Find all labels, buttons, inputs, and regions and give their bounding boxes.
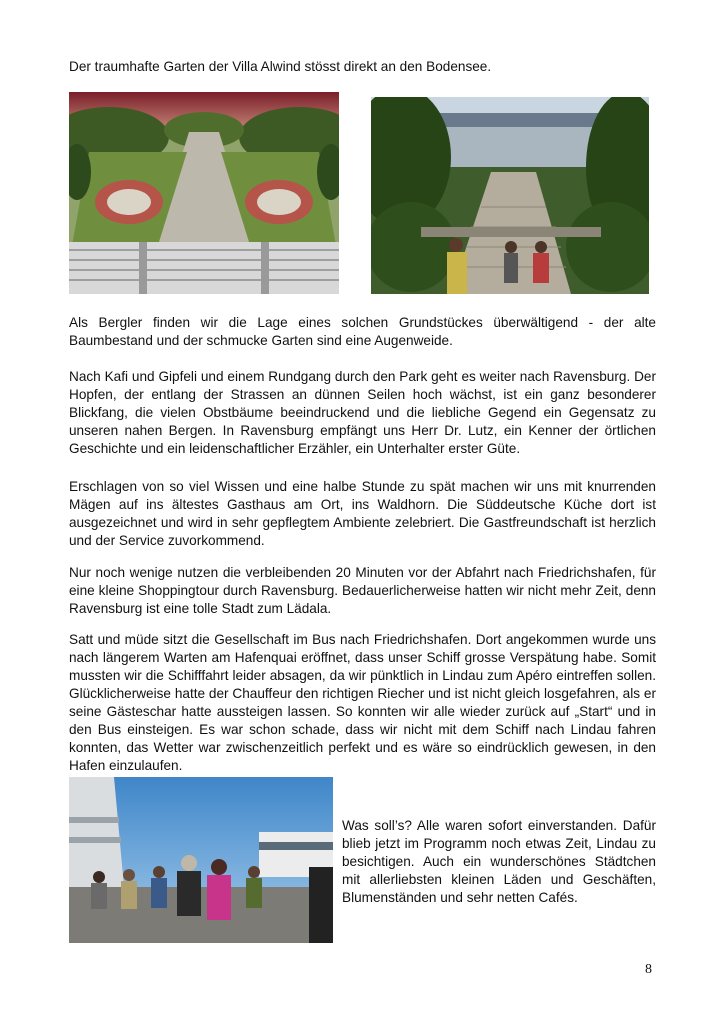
page-number: 8	[645, 962, 652, 977]
paragraph-friedrichshafen: Satt und müde sitzt die Gesellschaft im Bus nach Friedrichshafen. Dort angekommen wurde uns nach längerem Warten am Hafenquai eröffnet, dass unser Schiff grosse Verspätung habe. Somit mussten wir die Schifffahrt leider absagen, da wir pünktlich in Lindau zum Apéro eintreffen sollen. Glücklicherweise hatte der Chauffeur den richtigen Riecher und ist nicht gleich losgefahren, als er seine Gästeschar hatte aussteigen lassen. So konnten wir alle wieder zurück auf „Start“ und in den Bus einsteigen. Es war schon schade, dass wir nicht mit dem Schiff nach Lindau fahren konnten, das Wetter war zwischenzeitlich perfekt und es wäre so eindrücklich gewesen, in den Hafen einzulaufen.	[69, 632, 656, 773]
intro-paragraph: Der traumhafte Garten der Villa Alwind stösst direkt an den Bodensee.	[69, 59, 492, 74]
paragraph-waldhorn: Erschlagen von so viel Wissen und eine halbe Stunde zu spät machen wir uns mit knurrenden Mägen auf ins ältestes Gasthaus am Ort, ins Waldhorn. Die Süddeutsche Küche dort ist ausgezeichnet und wird in sehr gepflegtem Ambiente zelebriert. Die Gastfreundschaft ist herzlich und der Service zuvorkommend.	[69, 479, 656, 548]
paragraph-bergler: Als Bergler finden wir die Lage eines solchen Grundstückes überwältigend - der alte Baumbestand und der schmucke Garten sind eine Augenweide.	[69, 315, 656, 348]
lake-stairs-photo	[371, 97, 649, 294]
paragraph-ravensburg: Nach Kafi und Gipfeli und einem Rundgang durch den Park geht es weiter nach Ravensburg. Der Hopfen, der entlang der Strassen an dünnen Seilen hoch wächst, ist ein ganz besonderer Blickfang, die vielen Obstbäume beeindruckend und die liebliche Gegend ein Gegensatz zu unseren nahen Bergen. In Ravensburg empfängt uns Herr Dr. Lutz, ein Kenner der örtlichen Geschichte und ein leidenschaftlicher Erzähler, ein Unterhalter erster Güte.	[69, 369, 656, 456]
paragraph-lindau: Was soll’s? Alle waren sofort einverstanden. Dafür blieb jetzt im Programm noch etwas Zeit, Lindau zu besichtigen. Auch ein wunderschönes Städtchen mit allerliebsten kleinen Läden und Geschäften, Blumenständen und sehr netten Cafés.	[342, 818, 656, 905]
harbour-group-photo	[69, 777, 333, 943]
paragraph-shopping: Nur noch wenige nutzen die verbleibenden 20 Minuten vor der Abfahrt nach Friedrichshafen, für eine kleine Shoppingtour durch Ravensburg. Bedauerlicherweise hatten wir nicht mehr Zeit, denn Ravensburg ist eine tolle Stadt zum Lädala.	[69, 565, 656, 616]
garden-photo	[69, 92, 339, 294]
